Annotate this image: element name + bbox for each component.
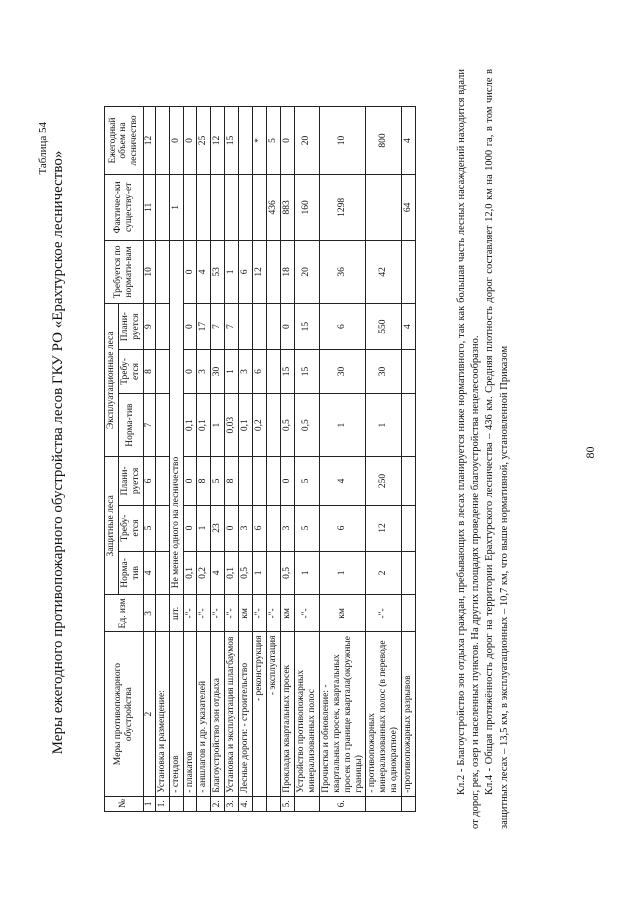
cell-protective-required: 6	[253, 505, 267, 551]
cell-required-by-norm: 20	[294, 240, 319, 303]
row-num: 2.	[211, 796, 225, 811]
row-measure: Благоустройство зон отдыха	[211, 632, 225, 796]
cell-exploitation-norm: 1	[366, 393, 402, 456]
cell-protective-norm	[402, 551, 416, 595]
col-number: 1	[143, 796, 155, 811]
cell-actually-existing	[211, 174, 225, 240]
header-protective-required: Требу-ется	[118, 505, 143, 551]
table-row	[294, 107, 319, 812]
cell-protective-norm: 0,5	[280, 551, 294, 595]
table-row	[319, 107, 366, 812]
cell-protective-planned: 250	[366, 457, 402, 505]
header-protective: Защитные леса	[105, 457, 119, 595]
table-row	[155, 107, 169, 812]
row-unit: -"-	[267, 595, 281, 632]
cell-required-by-norm	[402, 240, 416, 303]
cell-required-by-norm: 36	[319, 240, 366, 303]
cell-exploitation-required	[155, 350, 169, 394]
column-number-row	[143, 107, 155, 812]
cell-exploitation-planned: 7	[225, 304, 239, 350]
cell-protective-norm	[155, 551, 169, 595]
cell-protective-required: 0	[225, 505, 239, 551]
row-unit: -"-	[197, 595, 211, 632]
row-num: 3.	[225, 796, 239, 811]
table-row	[211, 107, 225, 812]
cell-annual-volume: 20	[294, 107, 319, 175]
col-number: 6	[143, 457, 155, 505]
table-row	[197, 107, 211, 812]
cell-annual-volume: 15	[225, 107, 239, 175]
cell-actually-existing: 883	[280, 174, 294, 240]
cell-actually-existing: 1298	[319, 174, 366, 240]
col-number: 11	[143, 174, 155, 240]
row-measure: Лесные дороги: - строительство	[239, 632, 253, 796]
cell-annual-volume: 25	[197, 107, 211, 175]
cell-exploitation-norm: 0,1	[197, 393, 211, 456]
cell-protective-required	[402, 505, 416, 551]
header-exploitation-norm: Норма-тив	[118, 393, 143, 456]
table-row	[402, 107, 416, 812]
cell-exploitation-planned: 0	[280, 304, 294, 350]
header-actually-existing: Фактичес-ки существу-ет	[105, 174, 144, 240]
cell-exploitation-planned: 17	[197, 304, 211, 350]
cell-protective-norm: 0,1	[225, 551, 239, 595]
header-protective-planned: Плани-руется	[118, 457, 143, 505]
row-unit: -"-	[225, 595, 239, 632]
cell-protective-required: 12	[366, 505, 402, 551]
cell-actually-existing: 64	[402, 174, 416, 240]
cell-exploitation-planned: 15	[294, 304, 319, 350]
row-num	[402, 796, 416, 811]
col-number: 8	[143, 350, 155, 394]
cell-protective-norm: 0,1	[183, 551, 197, 595]
cell-actually-existing	[155, 174, 169, 240]
cell-required-by-norm: 6	[239, 240, 253, 303]
footnote-kl2: Кл.2 - Благоустройство зон отдыха граждан, пребывающих в лесах планируется ниже нормативного, так как большая часть лесных насаждений находится вдали от дорог, рек, озер и населенных пунктов. На других площадях проведение благоустройства нецелесообразно.	[456, 69, 482, 829]
row-measure: Прокладка квартальных просек	[280, 632, 294, 796]
cell-exploitation-required: 6	[253, 350, 267, 394]
col-number: 2	[143, 632, 155, 796]
cell-protective-required: 23	[211, 505, 225, 551]
cell-exploitation-planned	[239, 304, 253, 350]
cell-protective-planned	[239, 457, 253, 505]
cell-exploitation-norm	[155, 393, 169, 456]
header-annual-volume: Ежегодный объем на лесничество	[105, 107, 144, 175]
cell-protective-planned: 8	[225, 457, 239, 505]
cell-exploitation-norm: 1	[319, 393, 366, 456]
cell-protective-planned: 8	[197, 457, 211, 505]
row-measure: -противопожарных разрывов	[402, 632, 416, 796]
merged-note: Не менее одного на лесничество	[169, 240, 183, 595]
row-num	[183, 796, 197, 811]
cell-actually-existing	[366, 174, 402, 240]
row-unit: км	[319, 595, 366, 632]
cell-protective-norm: 0,2	[197, 551, 211, 595]
cell-actually-existing	[183, 174, 197, 240]
cell-exploitation-planned: 0	[183, 304, 197, 350]
cell-exploitation-required: 30	[211, 350, 225, 394]
row-measure: Устройство противопожарных минерализованных полос	[294, 632, 319, 796]
cell-protective-required: 5	[294, 505, 319, 551]
cell-exploitation-required: 15	[294, 350, 319, 394]
cell-annual-volume: 0	[169, 107, 183, 175]
cell-exploitation-norm: 0,5	[294, 393, 319, 456]
cell-exploitation-required: 3	[239, 350, 253, 394]
table-body	[155, 107, 415, 812]
page-number: 80	[583, 446, 597, 459]
cell-protective-planned: 0	[183, 457, 197, 505]
row-unit	[402, 595, 416, 632]
cell-protective-required: 1	[197, 505, 211, 551]
header-required-by-norm: Требуется по нормати-вам	[105, 240, 144, 303]
cell-protective-planned: 5	[294, 457, 319, 505]
cell-protective-norm: 4	[211, 551, 225, 595]
row-measure: Установка и эксплуатация шлагбаумов	[225, 632, 239, 796]
col-number: 7	[143, 393, 155, 456]
row-measure: - эксплуатация	[267, 632, 281, 796]
row-unit: -"-	[183, 595, 197, 632]
row-unit	[155, 595, 169, 632]
row-num	[366, 796, 402, 811]
row-num	[197, 796, 211, 811]
row-measure: - реконструкция	[253, 632, 267, 796]
cell-required-by-norm: 53	[211, 240, 225, 303]
row-measure: - плакатов	[183, 632, 197, 796]
cell-annual-volume: 0	[280, 107, 294, 175]
header-exploitation: Эксплуатационные леса	[105, 304, 119, 457]
cell-exploitation-planned	[267, 304, 281, 350]
table-label: Таблица 54	[37, 122, 49, 175]
row-measure: - противопожарных минерализованных полос (в переводе на однократное)	[366, 632, 402, 796]
cell-exploitation-planned: 7	[211, 304, 225, 350]
cell-exploitation-norm: 0,03	[225, 393, 239, 456]
table-row	[169, 107, 183, 812]
cell-exploitation-norm	[267, 393, 281, 456]
footnotes	[455, 69, 512, 829]
cell-protective-norm: 0,5	[239, 551, 253, 595]
cell-required-by-norm: 12	[253, 240, 267, 303]
cell-annual-volume	[239, 107, 253, 175]
cell-exploitation-norm: 0,2	[253, 393, 267, 456]
cell-protective-norm: 1	[253, 551, 267, 595]
cell-protective-planned	[402, 457, 416, 505]
cell-required-by-norm: 42	[366, 240, 402, 303]
cell-required-by-norm: 4	[197, 240, 211, 303]
table-row	[267, 107, 281, 812]
cell-protective-planned	[267, 457, 281, 505]
cell-annual-volume: 12	[211, 107, 225, 175]
header-exploitation-planned: Плани-руется	[118, 304, 143, 350]
cell-actually-existing: 1	[169, 174, 183, 240]
row-unit: шт.	[169, 595, 183, 632]
row-num	[253, 796, 267, 811]
table-row	[366, 107, 402, 812]
cell-actually-existing	[225, 174, 239, 240]
header-num: №	[105, 796, 144, 811]
header-unit: Ед. изм	[105, 595, 144, 632]
cell-protective-norm	[267, 551, 281, 595]
footnote-kl4: Кл.4 - Общая протяжённость дорог на территории Ерахтурского лесничества – 436 км. Средняя плотность дорог составляет 12,0 км на 1000 га, в том числе в защитных лесах – 13,5 км, в эксплуатационных – 10,7 км, что выше нормативной, установленной Приказом	[484, 69, 510, 829]
cell-annual-volume	[155, 107, 169, 175]
cell-protective-norm: 1	[319, 551, 366, 595]
cell-exploitation-required: 30	[366, 350, 402, 394]
fire-protection-table	[104, 106, 416, 812]
cell-exploitation-planned: 6	[319, 304, 366, 350]
cell-protective-planned: 4	[319, 457, 366, 505]
row-num: 5.	[280, 796, 294, 811]
cell-exploitation-required	[402, 350, 416, 394]
row-unit: км	[280, 595, 294, 632]
cell-exploitation-norm: 0,1	[183, 393, 197, 456]
cell-required-by-norm	[155, 240, 169, 303]
header-protective-norm: Норма-тив	[118, 551, 143, 595]
header-measure: Меры противопожарного обустройства	[105, 632, 144, 796]
row-unit: -"-	[253, 595, 267, 632]
cell-actually-existing	[239, 174, 253, 240]
col-number: 9	[143, 304, 155, 350]
cell-annual-volume: 4	[402, 107, 416, 175]
cell-exploitation-norm: 1	[211, 393, 225, 456]
cell-protective-planned: 5	[211, 457, 225, 505]
cell-protective-required: 3	[239, 505, 253, 551]
cell-exploitation-norm	[402, 393, 416, 456]
cell-protective-norm: 2	[366, 551, 402, 595]
table-row	[225, 107, 239, 812]
cell-protective-planned: 0	[280, 457, 294, 505]
row-measure: - аншлагов и др. указателей	[197, 632, 211, 796]
row-unit: км	[239, 595, 253, 632]
cell-annual-volume: 5	[267, 107, 281, 175]
cell-protective-norm: 1	[294, 551, 319, 595]
table-row	[280, 107, 294, 812]
row-unit: -"-	[366, 595, 402, 632]
cell-actually-existing	[197, 174, 211, 240]
cell-exploitation-required	[267, 350, 281, 394]
cell-exploitation-norm: 0,1	[239, 393, 253, 456]
col-number: 5	[143, 505, 155, 551]
row-num: 1.	[155, 796, 169, 811]
cell-exploitation-planned	[253, 304, 267, 350]
cell-required-by-norm: 0	[183, 240, 197, 303]
col-number: 10	[143, 240, 155, 303]
cell-protective-required	[267, 505, 281, 551]
cell-actually-existing	[253, 174, 267, 240]
col-number: 4	[143, 551, 155, 595]
cell-exploitation-planned	[155, 304, 169, 350]
cell-required-by-norm: 18	[280, 240, 294, 303]
table-row	[239, 107, 253, 812]
cell-actually-existing: 436	[267, 174, 281, 240]
cell-exploitation-required: 3	[197, 350, 211, 394]
row-num: 4.	[239, 796, 253, 811]
cell-annual-volume: *	[253, 107, 267, 175]
cell-exploitation-required: 1	[225, 350, 239, 394]
table-row	[253, 107, 267, 812]
cell-exploitation-planned: 4	[402, 304, 416, 350]
cell-exploitation-required: 30	[319, 350, 366, 394]
row-unit: -"-	[294, 595, 319, 632]
table-row	[183, 107, 197, 812]
col-number: 3	[143, 595, 155, 632]
row-measure: Прочистка и обновление: - квартальных просек, квартальных просек по границе квартала(окружные границы)	[319, 632, 366, 796]
cell-required-by-norm: 1	[225, 240, 239, 303]
row-num	[294, 796, 319, 811]
cell-required-by-norm	[267, 240, 281, 303]
row-measure: - стендов	[169, 632, 183, 796]
cell-protective-planned	[253, 457, 267, 505]
cell-protective-required	[155, 505, 169, 551]
header-exploitation-required: Требу-ется	[118, 350, 143, 394]
cell-protective-planned	[155, 457, 169, 505]
col-number: 12	[143, 107, 155, 175]
row-measure: Установка и размещение:	[155, 632, 169, 796]
row-num: 6.	[319, 796, 366, 811]
cell-exploitation-required: 0	[183, 350, 197, 394]
page-title: Меры ежегодного противопожарного обустройства лесов ГКУ РО «Ерахтурское лесничество»	[50, 150, 66, 755]
cell-exploitation-planned: 550	[366, 304, 402, 350]
cell-annual-volume: 0	[183, 107, 197, 175]
row-num	[169, 796, 183, 811]
cell-exploitation-required: 15	[280, 350, 294, 394]
row-num	[267, 796, 281, 811]
cell-annual-volume: 800	[366, 107, 402, 175]
cell-actually-existing: 160	[294, 174, 319, 240]
cell-protective-required: 3	[280, 505, 294, 551]
cell-annual-volume: 10	[319, 107, 366, 175]
cell-exploitation-norm: 0,5	[280, 393, 294, 456]
row-unit: -"-	[211, 595, 225, 632]
cell-protective-required: 0	[183, 505, 197, 551]
cell-protective-required: 6	[319, 505, 366, 551]
